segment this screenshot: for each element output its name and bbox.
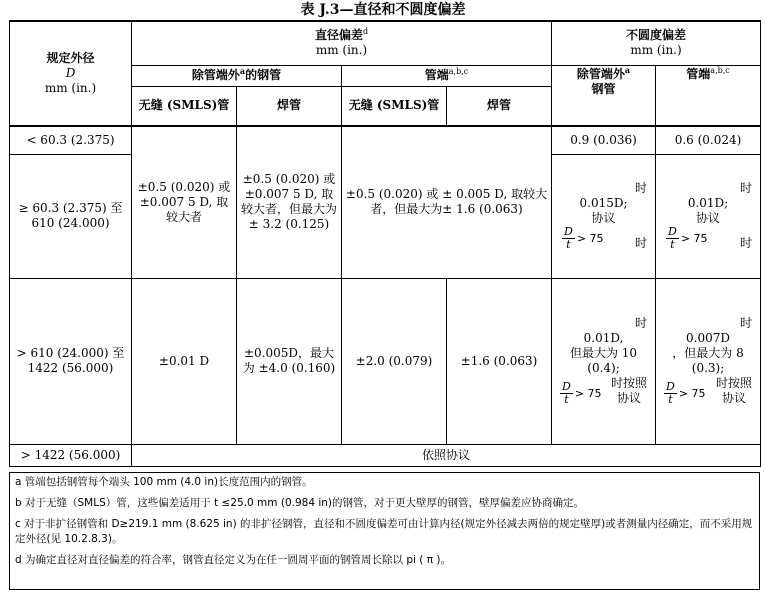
end-welded-header: 焊管 (447, 86, 552, 126)
ovality-end-cell: 0.6 (0.024) (656, 126, 761, 154)
ovality-except-end-header (552, 65, 656, 126)
fraction-num: D (668, 225, 677, 238)
end-welded-tolerance-cell: ±1.6 (0.063) (447, 278, 552, 444)
seamless-header: 无缝 (SMLS)管 (132, 86, 237, 126)
welded-header: 焊管 (237, 86, 342, 126)
smls-tolerance-cell: ±0.01 D (132, 278, 237, 444)
ovality-end-label: 管端 (686, 66, 711, 81)
od-cell: ≥ 60.3 (2.375) 至 610 (24.000) (10, 154, 132, 278)
fraction-num: D (564, 225, 573, 238)
pipe-except-end-label: 除管端外 (191, 68, 240, 82)
pipe-except-end-sup: a (239, 66, 246, 76)
d-over-t-fraction (666, 226, 708, 251)
smls-tolerance-cell: ±0.5 (0.020) 或 ±0.007 5 D, 取较大者 (132, 126, 237, 278)
ovality-text: 时按照协议 (611, 376, 648, 405)
fraction-rel: > 75 (680, 232, 708, 245)
fraction-rel: > 75 (678, 387, 706, 400)
footnote-b: b 对于无缝（SMLS）管，这些偏差适用于 t ≤25.0 mm (0.984 in)的钢管，对于更大壁厚的钢管，壁厚偏差应协商确定。 (15, 497, 585, 509)
ovality-text: 时 (635, 181, 648, 195)
d-over-t-fraction (560, 381, 602, 406)
fraction-den: t (668, 393, 673, 406)
diameter-tolerance-header (132, 21, 552, 65)
ovality-end-header (656, 65, 761, 126)
diameter-tolerance-sup: d (362, 27, 369, 37)
pipe-end-header (342, 65, 552, 86)
welded-tolerance-cell: ±0.005D，最大为 ±4.0 (0.160) (237, 278, 342, 444)
d-over-t-fraction (562, 226, 604, 251)
welded-tolerance-cell: ±0.5 (0.020) 或 ±0.007 5 D, 取较大者，但最大为± 3.2 (0.125) (237, 126, 342, 278)
fraction-rel: > 75 (574, 387, 602, 400)
pipe-end-sup: a,b,c (448, 67, 469, 76)
ovality-text: 时 (635, 316, 648, 330)
ovality-text: 时 (740, 236, 753, 250)
ovality-except-end-tail: 钢管 (591, 81, 616, 96)
ovality-text: 时 (740, 316, 753, 330)
fraction-den: t (566, 238, 571, 251)
end-smls-tolerance-cell: ±2.0 (0.079) (342, 278, 447, 444)
ovality-end-sup: a,b,c (710, 65, 730, 75)
ovality-text: 但最大为 10 (0.4); (569, 346, 638, 375)
fraction-num: D (666, 380, 675, 393)
ovality-except-end-sup: a (624, 64, 631, 75)
ovality-text: 0.015D; (579, 196, 628, 210)
ovality-unit: mm (in.) (630, 43, 682, 58)
ovality-label: 不圆度偏差 (626, 28, 687, 43)
ovality-text: 0.01D; (687, 196, 729, 210)
spec-od-label: 规定外径 (46, 51, 95, 65)
footnotes (9, 472, 760, 590)
tolerance-table (9, 20, 761, 467)
ovality-header (552, 21, 761, 65)
ovality-body-cell (552, 154, 656, 278)
end-tolerance-cell: ±0.5 (0.020) 或 ± 0.005 D, 取较大者，但最大为± 1.6 (0.063) (342, 126, 552, 278)
fraction-num: D (562, 380, 571, 393)
od-cell: > 1422 (56.000) (10, 444, 132, 466)
footnote-d: d 为确定直径对直径偏差的符合率，钢管直径定义为在任一圆周平面的钢管周长除以 pi ( π )。 (15, 554, 451, 566)
ovality-body-cell: 0.9 (0.036) (552, 126, 656, 154)
ovality-text: 0.01D, (583, 331, 624, 345)
footnote-a: a 管端包括钢管每个端头 100 mm (4.0 in)长度范围内的钢管。 (15, 476, 313, 488)
ovality-end-cell (656, 278, 761, 444)
diameter-unit: mm (in.) (315, 43, 368, 58)
spec-od-unit: mm (in.) (44, 81, 97, 95)
ovality-text: ，但最大为 8 (0.3); (672, 346, 744, 375)
diameter-tolerance-label: 直径偏差 (314, 28, 363, 43)
agreement-cell: 依照协议 (132, 444, 761, 466)
fraction-den: t (564, 393, 569, 406)
fraction-rel: > 75 (576, 232, 604, 245)
od-cell: > 610 (24.000) 至 1422 (56.000) (10, 278, 132, 444)
ovality-end-cell (656, 154, 761, 278)
ovality-except-end-label: 除管端外 (576, 66, 625, 81)
ovality-text: 协议 (696, 211, 721, 225)
ovality-text: 0.007D (686, 331, 731, 345)
pipe-end-label: 管端 (424, 68, 449, 82)
pipe-except-end-tail: 的钢管 (245, 68, 282, 82)
ovality-text: 协议 (591, 211, 616, 225)
ovality-text: 时按照协议 (716, 376, 753, 405)
fraction-den: t (670, 238, 675, 251)
d-over-t-fraction (664, 381, 706, 406)
footnote-c: c 对于非扩径钢管和 D≥219.1 mm (8.625 in) 的非扩径钢管，直径和不圆度偏差可由计算内径(规定外径减去两倍的规定壁厚)或者测量内径确定，而不采用规定外径(见 10.2.8.3)。 (15, 518, 753, 545)
ovality-text: 时 (635, 236, 648, 250)
ovality-body-cell (552, 278, 656, 444)
spec-od-header (10, 21, 132, 126)
end-seamless-header: 无缝 (SMLS)管 (342, 86, 447, 126)
pipe-except-end-header (132, 65, 342, 86)
table-title: 表 J.3—直径和不圆度偏差 (300, 2, 466, 18)
od-cell: < 60.3 (2.375) (10, 126, 132, 154)
spec-od-symbol: D (65, 66, 76, 80)
ovality-text: 时 (740, 181, 753, 195)
